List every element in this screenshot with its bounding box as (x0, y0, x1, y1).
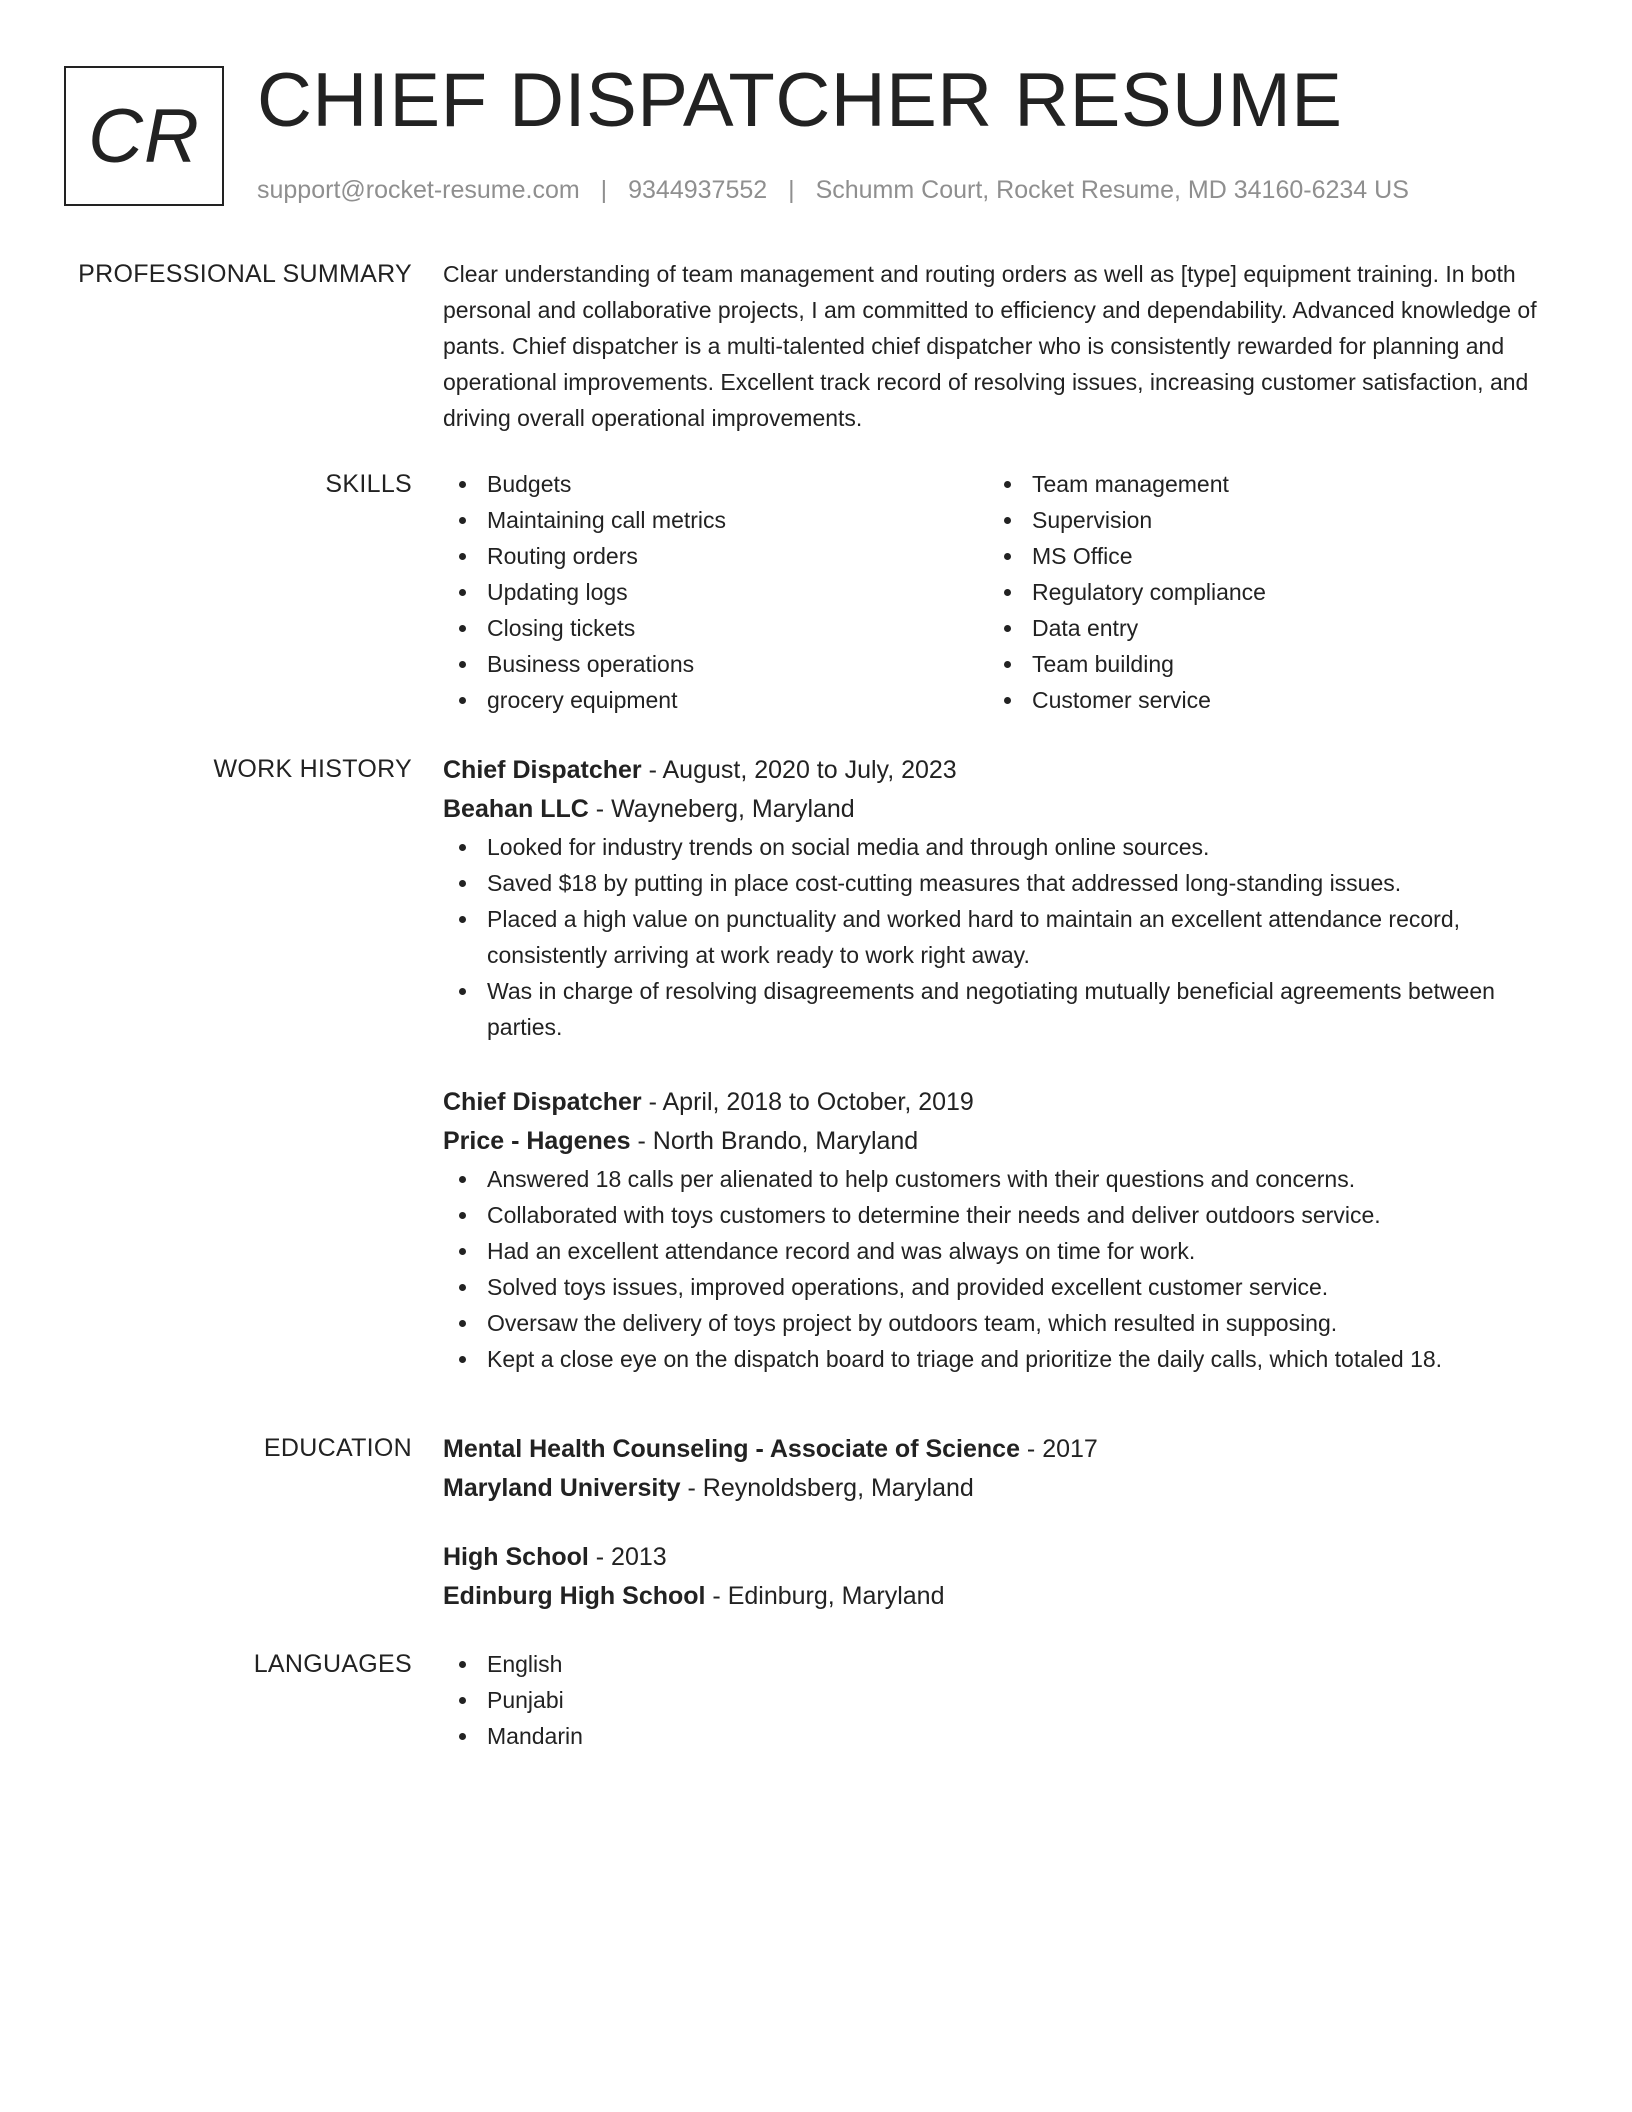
language-item: Punjabi (443, 1682, 1543, 1718)
skills-list-left (443, 466, 988, 718)
skill-item: Budgets (443, 466, 988, 502)
skill-item: Customer service (988, 682, 1533, 718)
job-bullet: Saved $18 by putting in place cost-cutting measures that addressed long-standing issues. (443, 865, 1543, 901)
resume-title: CHIEF DISPATCHER RESUME (257, 58, 1343, 143)
languages-body (443, 1646, 1543, 1754)
contact-separator: | (600, 176, 608, 204)
job-entry (443, 751, 1543, 1045)
education-year: - 2017 (1019, 1435, 1098, 1463)
skill-item: MS Office (988, 538, 1533, 574)
job-entry (443, 1083, 1543, 1377)
summary-heading: PROFESSIONAL SUMMARY (78, 260, 412, 288)
education-location: - Edinburg, Maryland (705, 1582, 945, 1610)
job-bullet: Was in charge of resolving disagreements and negotiating mutually beneficial agreements between parties. (443, 973, 1543, 1045)
education-heading: EDUCATION (263, 1434, 412, 1462)
education-school-line (443, 1469, 1543, 1508)
job-bullets (443, 829, 1543, 1045)
skill-item: Updating logs (443, 574, 988, 610)
job-company-line (443, 790, 1543, 829)
job-bullet: Oversaw the delivery of toys project by outdoors team, which resulted in supposing. (443, 1305, 1543, 1341)
education-school: Edinburg High School (443, 1582, 706, 1610)
job-bullet: Had an excellent attendance record and was always on time for work. (443, 1233, 1543, 1269)
job-dates: - April, 2018 to October, 2019 (641, 1088, 974, 1116)
education-year: - 2013 (588, 1543, 667, 1571)
languages-list (443, 1646, 1543, 1754)
job-dates: - August, 2020 to July, 2023 (641, 756, 957, 784)
skill-item: Routing orders (443, 538, 988, 574)
education-body (443, 1430, 1543, 1646)
job-title-line (443, 1083, 1543, 1122)
skill-item: Maintaining call metrics (443, 502, 988, 538)
skills-heading: SKILLS (325, 470, 412, 498)
work-history-body (443, 751, 1543, 1415)
education-degree-line (443, 1430, 1543, 1469)
work-history-heading: WORK HISTORY (213, 755, 412, 783)
education-degree: High School (443, 1543, 589, 1571)
summary-body (443, 256, 1543, 436)
skill-item: grocery equipment (443, 682, 988, 718)
job-title: Chief Dispatcher (443, 756, 642, 784)
job-location: - Wayneberg, Maryland (588, 795, 855, 823)
job-bullet: Placed a high value on punctuality and worked hard to maintain an excellent attendance record, consistently arriving at work ready to work right away. (443, 901, 1543, 973)
skill-item: Business operations (443, 646, 988, 682)
skill-item: Team building (988, 646, 1533, 682)
skills-body (443, 466, 1543, 718)
job-company: Beahan LLC (443, 795, 589, 823)
skill-item: Closing tickets (443, 610, 988, 646)
job-bullet: Solved toys issues, improved operations, and provided excellent customer service. (443, 1269, 1543, 1305)
job-bullets (443, 1161, 1543, 1377)
language-item: Mandarin (443, 1718, 1543, 1754)
job-title: Chief Dispatcher (443, 1088, 642, 1116)
skill-item: Supervision (988, 502, 1533, 538)
education-entry (443, 1538, 1543, 1616)
education-degree-line (443, 1538, 1543, 1577)
monogram-logo: CR (64, 66, 224, 206)
contact-line (257, 174, 1409, 206)
summary-text: Clear understanding of team management and routing orders as well as [type] equipment training. In both personal and collaborative projects, I am committed to efficiency and dependability. Advanced knowledge of pants. Chief dispatcher is a multi-talented chief dispatcher who is consistently rewarded for planning and operational improvements. Excellent track record of resolving issues, increasing customer satisfaction, and driving overall operational improvements. (443, 261, 1537, 431)
education-degree: Mental Health Counseling - Associate of Science (443, 1435, 1020, 1463)
languages-heading: LANGUAGES (253, 1650, 412, 1678)
job-title-line (443, 751, 1543, 790)
job-bullet: Collaborated with toys customers to determine their needs and deliver outdoors service. (443, 1197, 1543, 1233)
education-school-line (443, 1577, 1543, 1616)
contact-separator: | (788, 176, 795, 204)
contact-phone: 9344937552 (628, 176, 768, 204)
job-location: - North Brando, Maryland (630, 1127, 919, 1155)
job-bullet: Kept a close eye on the dispatch board to triage and prioritize the daily calls, which totaled 18. (443, 1341, 1543, 1377)
job-company: Price - Hagenes (443, 1127, 631, 1155)
education-location: - Reynoldsberg, Maryland (680, 1474, 974, 1502)
contact-address: Schumm Court, Rocket Resume, MD 34160-6234 US (815, 176, 1409, 204)
job-company-line (443, 1122, 1543, 1161)
skills-list-right (988, 466, 1533, 718)
job-bullet: Looked for industry trends on social media and through online sources. (443, 829, 1543, 865)
skill-item: Data entry (988, 610, 1533, 646)
job-bullet: Answered 18 calls per alienated to help customers with their questions and concerns. (443, 1161, 1543, 1197)
skill-item: Team management (988, 466, 1533, 502)
education-school: Maryland University (443, 1474, 681, 1502)
skill-item: Regulatory compliance (988, 574, 1533, 610)
language-item: English (443, 1646, 1543, 1682)
education-entry (443, 1430, 1543, 1508)
contact-email: support@rocket-resume.com (257, 176, 580, 204)
